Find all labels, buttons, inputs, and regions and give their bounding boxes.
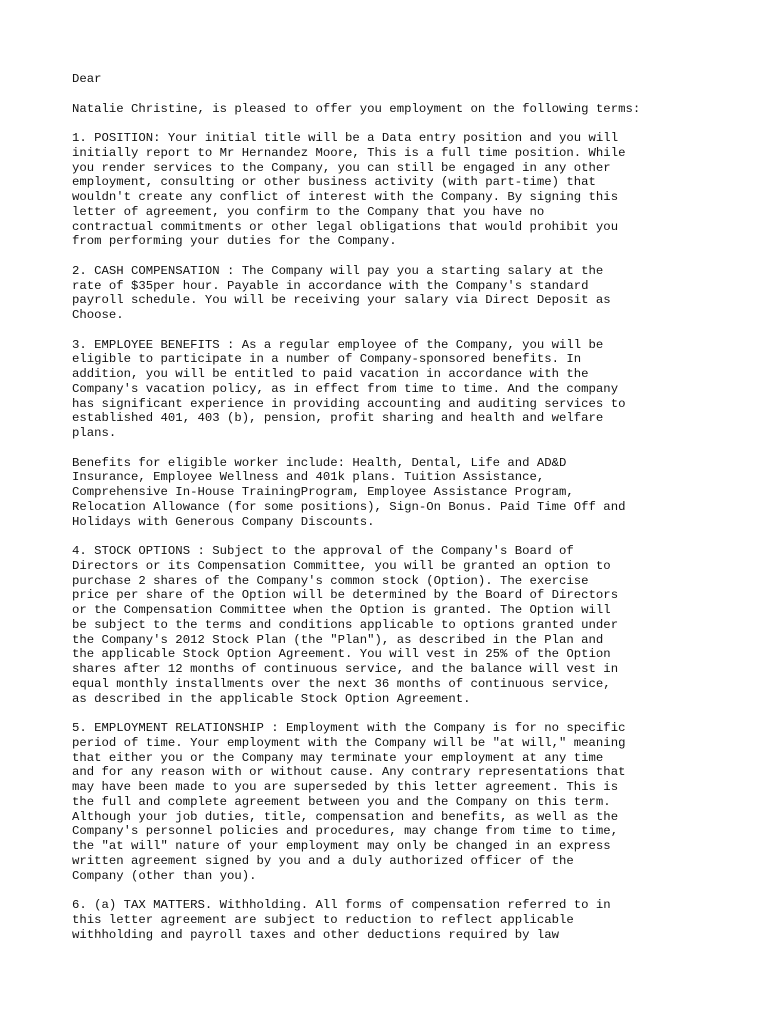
paragraph-line: payroll schedule. You will be receiving your salary via Direct Deposit as xyxy=(72,293,611,308)
paragraph-position xyxy=(72,131,732,249)
paragraph-line: as described in the applicable Stock Option Agreement. xyxy=(72,691,471,706)
paragraph-line: and for any reason with or without cause. Any contrary representations that xyxy=(72,765,626,780)
paragraph-line: Natalie Christine, is pleased to offer you employment on the following terms: xyxy=(72,101,641,116)
paragraph-line: rate of $35per hour. Payable in accordance with the Company's standard xyxy=(72,278,589,293)
paragraph-line: this letter agreement are subject to reduction to reflect applicable xyxy=(72,912,574,927)
paragraph-line: Company's vacation policy, as in effect from time to time. And the company xyxy=(72,381,619,396)
paragraph-line: Although your job duties, title, compensation and benefits, as well as the xyxy=(72,809,619,824)
paragraph-line: initially report to Mr Hernandez Moore, This is a full time position. While xyxy=(72,145,626,160)
paragraph-line: established 401, 403 (b), pension, profit sharing and health and welfare xyxy=(72,411,604,426)
paragraph-line: you render services to the Company, you can still be engaged in any other xyxy=(72,160,611,175)
paragraph-line: Benefits for eligible worker include: Health, Dental, Life and AD&D xyxy=(72,455,567,470)
paragraph-line: be subject to the terms and conditions applicable to options granted under xyxy=(72,617,619,632)
paragraph-line: addition, you will be entitled to paid vacation in accordance with the xyxy=(72,367,589,381)
paragraph-line: price per share of the Option will be determined by the Board of Directors xyxy=(72,588,619,603)
paragraph-line: Company (other than you). xyxy=(72,868,257,883)
paragraph-line: equal monthly installments over the next 36 months of continuous service, xyxy=(72,676,611,691)
paragraph-stock-options xyxy=(72,544,732,706)
paragraph-line: 3. EMPLOYEE BENEFITS : As a regular employee of the Company, you will be xyxy=(72,337,604,352)
paragraph-line: 4. STOCK OPTIONS : Subject to the approval of the Company's Board of xyxy=(72,544,574,558)
paragraph-line: purchase 2 shares of the Company's common stock (Option). The exercise xyxy=(72,573,589,588)
paragraph-line: employment, consulting or other business activity (with part-time) that xyxy=(72,175,596,190)
paragraph-line: or the Compensation Committee when the Option is granted. The Option will xyxy=(72,603,611,617)
offer-letter-page xyxy=(72,72,732,957)
paragraph-line: Insurance, Employee Wellness and 401k plans. Tuition Assistance, xyxy=(72,470,545,485)
paragraph-line: 1. POSITION: Your initial title will be a Data entry position and you will xyxy=(72,131,619,145)
paragraph-line: Holidays with Generous Company Discounts. xyxy=(72,514,375,529)
paragraph-employee-benefits xyxy=(72,338,732,441)
paragraph-line: 5. EMPLOYMENT RELATIONSHIP : Employment with the Company is for no specific xyxy=(72,721,626,735)
letter-body xyxy=(72,102,732,943)
paragraph-line: Company's personnel policies and procedures, may change from time to time, xyxy=(72,824,619,839)
paragraph-line: that either you or the Company may terminate your employment at any time xyxy=(72,750,604,765)
paragraph-line: plans. xyxy=(72,426,117,440)
paragraph-line: the full and complete agreement between you and the Company on this term. xyxy=(72,794,611,809)
paragraph-line: eligible to participate in a number of Company-sponsored benefits. In xyxy=(72,352,582,367)
paragraph-line: Comprehensive In-House TrainingProgram, Employee Assistance Program, xyxy=(72,485,574,499)
paragraph-line: the "at will" nature of your employment may only be changed in an express xyxy=(72,839,611,853)
paragraph-cash-compensation xyxy=(72,264,732,323)
paragraph-line: letter of agreement, you confirm to the Company that you have no xyxy=(72,204,545,219)
paragraph-line: period of time. Your employment with the Company will be "at will," meaning xyxy=(72,735,626,750)
paragraph-line: 2. CASH COMPENSATION : The Company will pay you a starting salary at the xyxy=(72,263,604,278)
paragraph-line: from performing your duties for the Company. xyxy=(72,234,397,249)
paragraph-line: 6. (a) TAX MATTERS. Withholding. All forms of compensation referred to in xyxy=(72,898,611,912)
paragraph-tax-matters xyxy=(72,898,732,942)
paragraph-line: wouldn't create any conflict of interest with the Company. By signing this xyxy=(72,190,619,204)
paragraph-line: may have been made to you are superseded by this letter agreement. This is xyxy=(72,780,619,794)
paragraph-intro xyxy=(72,102,732,117)
paragraph-line: written agreement signed by you and a duly authorized officer of the xyxy=(72,853,574,868)
paragraph-line: Relocation Allowance (for some positions), Sign-On Bonus. Paid Time Off and xyxy=(72,499,626,514)
salutation xyxy=(72,72,732,87)
paragraph-benefits-list xyxy=(72,456,732,530)
paragraph-line: has significant experience in providing accounting and auditing services to xyxy=(72,396,626,411)
paragraph-line: the Company's 2012 Stock Plan (the "Plan"), as described in the Plan and xyxy=(72,632,604,647)
paragraph-line: Choose. xyxy=(72,308,124,322)
salutation-line: Dear xyxy=(72,72,102,86)
paragraph-line: the applicable Stock Option Agreement. You will vest in 25% of the Option xyxy=(72,647,611,662)
paragraph-line: shares after 12 months of continuous service, and the balance will vest in xyxy=(72,662,619,676)
paragraph-line: contractual commitments or other legal obligations that would prohibit you xyxy=(72,219,619,234)
paragraph-line: withholding and payroll taxes and other deductions required by law xyxy=(72,927,560,942)
paragraph-line: Directors or its Compensation Committee, you will be granted an option to xyxy=(72,558,611,573)
paragraph-employment-relationship xyxy=(72,721,732,883)
